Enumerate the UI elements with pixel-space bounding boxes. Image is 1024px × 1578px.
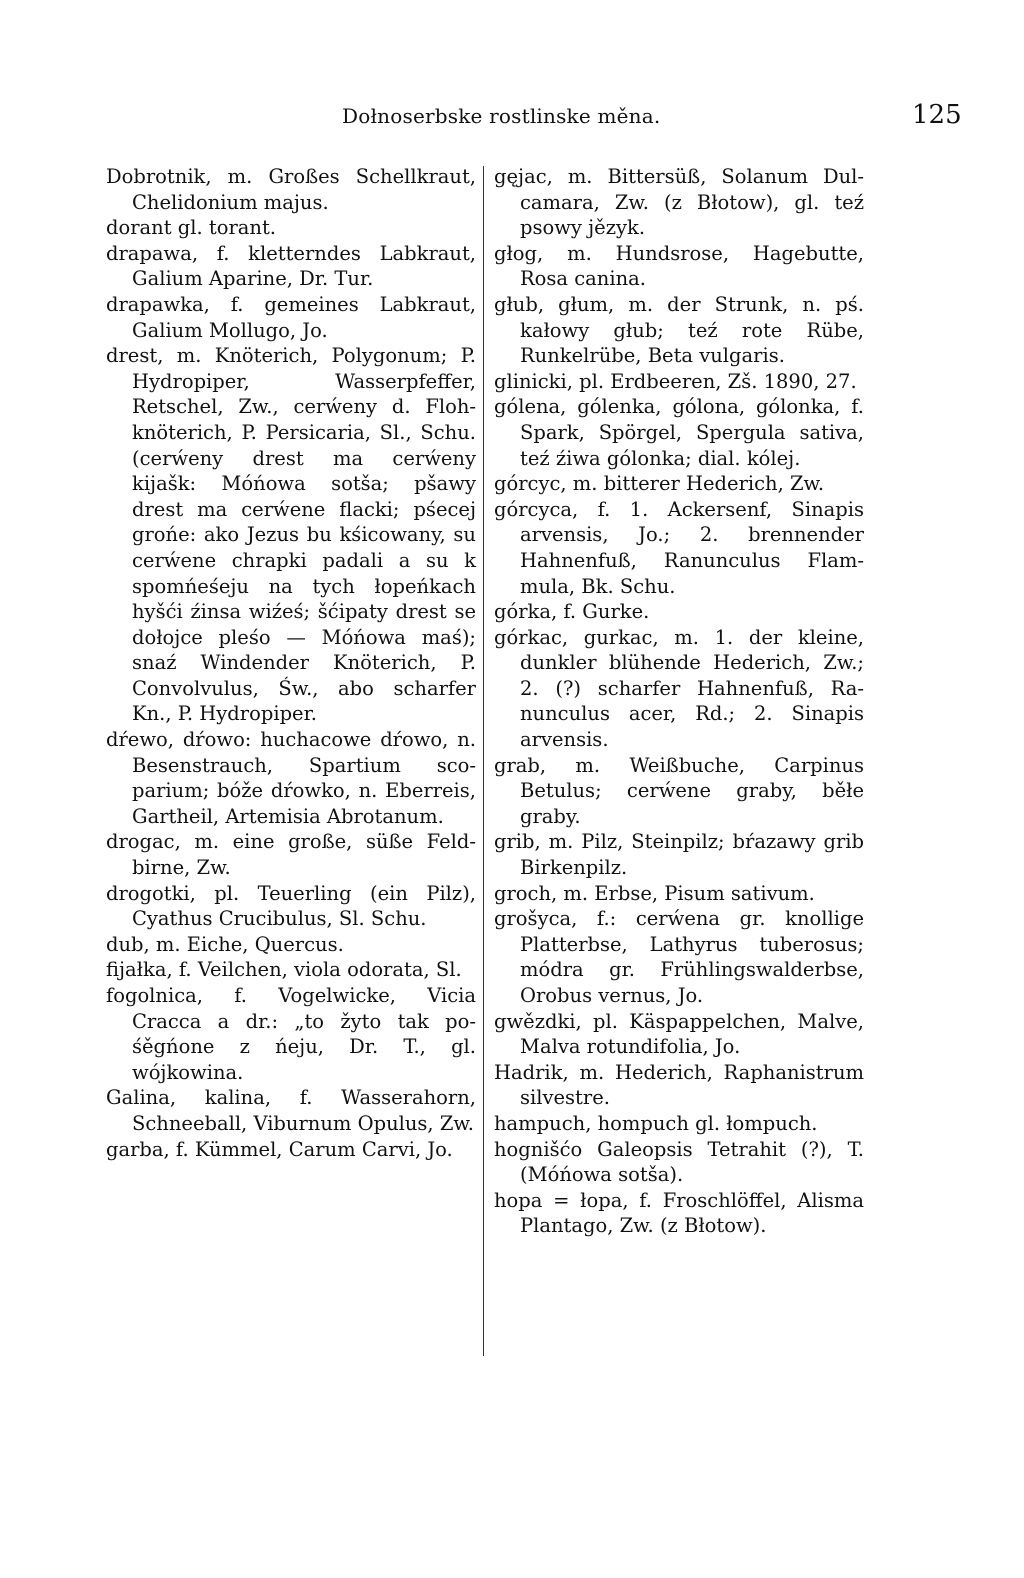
dictionary-entry: gwězdki, pl. Käspappelchen, Malve, Malva rotundifolia, Jo. xyxy=(494,1009,864,1059)
dictionary-entry: grab, m. Weißbuche, Carpinus Betulus; cerẃene graby, běłe graby. xyxy=(494,753,864,828)
dictionary-entry: grib, m. Pilz, Steinpilz; bŕazawy grib Birkenpilz. xyxy=(494,830,864,880)
dictionary-entry: Hadrik, m. Hederich, Raphanistrum silvestre. xyxy=(494,1060,864,1110)
dictionary-entry: Galina, kalina, f. Wasserahorn, Schneeball, Viburnum Opulus, Zw. xyxy=(106,1086,476,1135)
page-number: 125 xyxy=(912,100,962,130)
dictionary-entry: górka, f. Gurke. xyxy=(494,600,650,624)
dictionary-entry: drogotki, pl. Teuerling (ein Pilz), Cyathus Crucibulus, Sl. Schu. xyxy=(106,881,476,931)
dictionary-entry: fogolnica, f. Vogelwicke, Vicia Cracca a dr.: „to žyto tak pośěgńone z ńeju, Dr. T., gl. wójkowina. xyxy=(106,984,476,1084)
dictionary-entry: grošyca, f.: cerẃena gr. knollige Platterbse, Lathyrus tuberosus; módra gr. Frühlingswalderbse, Orobus vernus, Jo. xyxy=(494,907,864,1007)
dictionary-entry: fijałka, f. Veilchen, viola odorata, Sl. xyxy=(106,958,462,982)
dictionary-entry: gęjac, m. Bittersüß, Solanum Dulcamara, Zw. (z Błotow), gl. teź psowy jězyk. xyxy=(494,165,864,240)
dictionary-entry: głub, głum, m. der Strunk, n. pś. kałowy głub; teź rote Rübe, Runkelrübe, Beta vulgaris. xyxy=(494,292,864,368)
column-divider xyxy=(483,166,484,1356)
dictionary-entry: dŕewo, dŕowo: huchacowe dŕowo, n. Besenstrauch, Spartium scoparium; bóže dŕowko, n. Eberreis, Gartheil, Artemisia Abrotanum. xyxy=(106,728,476,828)
dictionary-entry: głog, m. Hundsrose, Hagebutte, Rosa canina. xyxy=(494,241,864,291)
dictionary-entry: górcyc, m. bitterer Hederich, Zw. xyxy=(494,472,825,496)
dictionary-entry: hognišćo Galeopsis Tetrahit (?), T. (Móńowa sotša). xyxy=(494,1137,864,1187)
dictionary-entry: hampuch, hompuch gl. łompuch. xyxy=(494,1111,818,1135)
running-head: Dołnoserbske rostlinske měna. xyxy=(342,104,661,128)
right-column xyxy=(494,164,864,1239)
dictionary-entry: drapawka, f. gemeines Labkraut, Galium Mollugo, Jo. xyxy=(106,292,476,342)
dictionary-entry: Dobrotnik, m. Großes Schellkraut, Chelidonium majus. xyxy=(106,165,476,214)
dictionary-entry: górcyca, f. 1. Ackersenf, Sinapis arvensis, Jo.; 2. brennender Hahnenfuß, Ranunculus Flammula, Bk. Schu. xyxy=(494,497,864,598)
dictionary-entry: górkac, gurkac, m. 1. der kleine, dunkler blühende Hederich, Zw.; 2. (?) scharfer Hahnenfuß, Ranunculus acer, Rd.; 2. Sinapis arvensis. xyxy=(494,625,864,752)
dictionary-entry: drest, m. Knöterich, Polygonum; P. Hydropiper, Wasserpfeffer, Retschel, Zw., cerẃeny d. Flohknöterich, P. Persicaria, Sl., Schu. (cerẃeny drest ma cerẃeny kijašk: Móńowa sotša; pšawy drest ma cerẃene flacki; pśecej grońe: ako Jezus bu kśicowany, su cerẃene chrapki padali a su k spomńeśeju na tych łopeńkach hyšći źinsa wiźeś; šćipaty drest se dołojce pleśo — Móńowa maś); snaź Windender Knöterich, P. Convolvulus, Św., abo scharfer Kn., P. Hydropiper. xyxy=(106,344,476,726)
dictionary-entry: dorant gl. torant. xyxy=(106,216,276,240)
dictionary-entry: gólena, gólenka, gólona, gólonka, f. Spark, Spörgel, Spergula sativa, teź źiwa gólonka; dial. kólej. xyxy=(494,395,864,470)
dictionary-entry: drapawa, f. kletterndes Labkraut, Galium Aparine, Dr. Tur. xyxy=(106,241,476,291)
dictionary-entry: drogac, m. eine große, süße Feldbirne, Zw. xyxy=(106,830,476,880)
dictionary-entry: glinicki, pl. Erdbeeren, Zš. 1890, 27. xyxy=(494,369,857,393)
dictionary-entry: garba, f. Kümmel, Carum Carvi, Jo. xyxy=(106,1137,453,1161)
dictionary-entry: hopa = łopa, f. Froschlöffel, Alisma Plantago, Zw. (z Błotow). xyxy=(494,1188,864,1238)
dictionary-entry: groch, m. Erbse, Pisum sativum. xyxy=(494,881,815,905)
dictionary-entry: dub, m. Eiche, Quercus. xyxy=(106,932,344,956)
left-column xyxy=(106,164,476,1162)
